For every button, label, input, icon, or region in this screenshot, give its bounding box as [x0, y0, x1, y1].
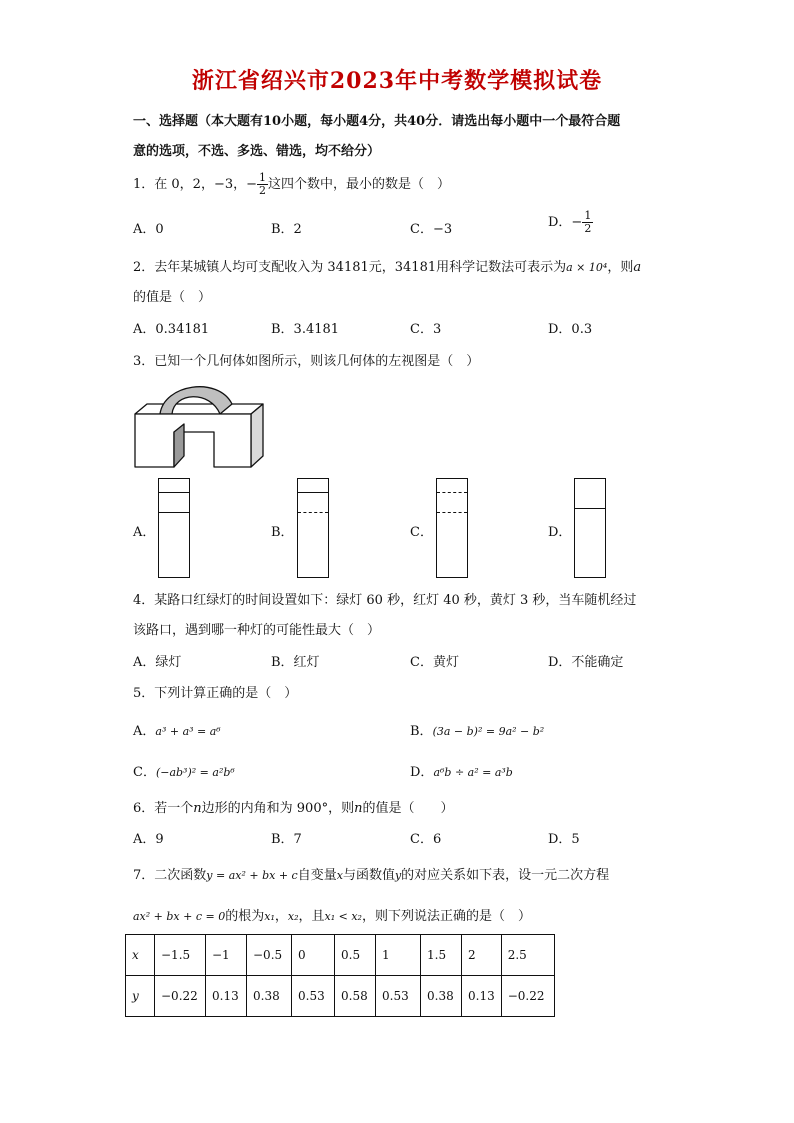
q2-option-a[interactable]: A．0.34181 — [133, 322, 210, 337]
q6-variable: n — [193, 801, 202, 816]
q3-option-b-view[interactable] — [297, 478, 329, 578]
table-cell: 1 — [376, 935, 421, 976]
question-5-stem: 5．下列计算正确的是（ ） — [133, 686, 298, 701]
table-cell: −0.5 — [247, 935, 292, 976]
q1-option-d-fraction: $\frac{1}{2}$ — [584, 209, 592, 235]
geometry-solid-figure — [130, 376, 270, 472]
table-row — [126, 976, 555, 1017]
q3-option-a-label[interactable]: A． — [133, 525, 156, 540]
q4-option-c[interactable]: C．黄灯 — [410, 655, 459, 670]
dashed-line — [298, 512, 328, 513]
q6-option-d[interactable]: D．5 — [548, 832, 580, 847]
dashed-line — [437, 512, 467, 513]
table-cell: 2.5 — [501, 935, 554, 976]
question-3-stem: 3．已知一个几何体如图所示，则该几何体的左视图是（ ） — [133, 354, 480, 369]
question-7-stem-line1: 7．二次函数y = ax² + bx + c自变量x与函数值y的对应关系如下表，设一元二次方程 — [133, 868, 610, 883]
values-table — [125, 934, 555, 1017]
table-cell: −0.22 — [155, 976, 206, 1017]
q1-option-c[interactable]: C．−3 — [410, 222, 453, 237]
section-heading-line2: 意的选项，不选、多选、错选，均不给分） — [133, 144, 381, 159]
q2-expression: a × 10⁴ — [566, 261, 608, 274]
q4-option-d[interactable]: D．不能确定 — [548, 655, 624, 670]
q5-option-c[interactable]: C．(−ab³)² = a²b⁶ — [133, 765, 235, 780]
q3-option-d-view[interactable] — [574, 478, 606, 578]
table-cell: 0.53 — [292, 976, 335, 1017]
q2-option-d[interactable]: D．0.3 — [548, 322, 593, 337]
table-cell: 0 — [292, 935, 335, 976]
q6-option-a[interactable]: A．9 — [133, 832, 164, 847]
solid-line — [298, 492, 328, 493]
question-2-stem: 2．去年某城镇人均可支配收入为 34181元，34181用科学记数法可表示为a × 10⁴，则a — [133, 260, 642, 275]
solid-line — [575, 508, 605, 509]
question-6-stem: 6．若一个n边形的内角和为 900°，则n的值是（ ） — [133, 801, 454, 816]
table-header-cell: y — [126, 976, 155, 1017]
solid-line — [159, 492, 189, 493]
section-heading-line1: 一、选择题（本大题有10小题，每小题4分，共40分．请选出每小题中一个最符合题 — [133, 114, 621, 129]
solid-line — [159, 512, 189, 513]
q6-option-b[interactable]: B．7 — [271, 832, 302, 847]
table-cell: 0.5 — [335, 935, 376, 976]
q2-stem-end: 的值是（ ） — [133, 290, 212, 305]
table-cell: 0.38 — [421, 976, 462, 1017]
table-row — [126, 935, 555, 976]
q5-option-b-expression: (3a − b)² = 9a² − b² — [432, 725, 545, 738]
q2-option-b[interactable]: B．3.4181 — [271, 322, 340, 337]
q1-option-b[interactable]: B．2 — [271, 222, 302, 237]
table-cell: −1.5 — [155, 935, 206, 976]
table-cell: 2 — [462, 935, 502, 976]
q5-option-d[interactable]: D．a⁶b ÷ a² = a³b — [410, 765, 513, 780]
q2-option-c[interactable]: C．3 — [410, 322, 442, 337]
q4-option-a[interactable]: A．绿灯 — [133, 655, 182, 670]
q1-option-d[interactable]: D．− $\frac{1}{2}$ — [548, 209, 592, 235]
question-4-stem-line2: 该路口，遇到哪一种灯的可能性最大（ ） — [133, 623, 381, 638]
table-cell: 0.38 — [247, 976, 292, 1017]
q2-variable: a — [633, 260, 642, 275]
question-4-stem-line1: 4．某路口红绿灯的时间设置如下：绿灯 60 秒，红灯 40 秒，黄灯 3 秒，当车随机经过 — [133, 593, 637, 608]
q3-option-c-label[interactable]: C． — [410, 525, 433, 540]
table-cell: 0.13 — [206, 976, 247, 1017]
q6-option-c[interactable]: C．6 — [410, 832, 442, 847]
table-cell: 0.53 — [376, 976, 421, 1017]
q5-option-a-expression: a³ + a³ = a⁶ — [155, 725, 221, 738]
dashed-line — [437, 492, 467, 493]
table-cell: 1.5 — [421, 935, 462, 976]
question-7-stem-line2: ax² + bx + c = 0的根为x₁，x₂，且x₁ < x₂，则下列说法正确的是（ ） — [133, 909, 531, 924]
q3-option-d-label[interactable]: D． — [548, 525, 572, 540]
q1-stem-text-b: 这四个数中，最小的数是（ ） — [268, 177, 451, 192]
table-cell: 0.13 — [462, 976, 502, 1017]
q5-option-c-expression: (−ab³)² = a²b⁶ — [155, 766, 235, 779]
q5-option-a[interactable]: A．a³ + a³ = a⁶ — [133, 724, 221, 739]
question-1-stem — [133, 172, 450, 197]
q1-stem-text-a: 1．在 0，2，−3，− — [133, 177, 258, 192]
table-cell: −1 — [206, 935, 247, 976]
q4-option-b[interactable]: B．红灯 — [271, 655, 320, 670]
q7-function-expression: y = ax² + bx + c — [206, 869, 298, 882]
page-title: 浙江省绍兴市2023年中考数学模拟试卷 — [191, 68, 603, 94]
q7-equation: ax² + bx + c = 0 — [133, 910, 226, 923]
q1-option-a[interactable]: A．0 — [133, 222, 164, 237]
q3-option-c-view[interactable] — [436, 478, 468, 578]
q3-option-b-label[interactable]: B． — [271, 525, 294, 540]
q3-option-a-view[interactable] — [158, 478, 190, 578]
q5-option-d-expression: a⁶b ÷ a² = a³b — [433, 766, 513, 779]
table-cell: −0.22 — [501, 976, 554, 1017]
table-cell: 0.58 — [335, 976, 376, 1017]
table-header-cell: x — [126, 935, 155, 976]
q5-option-b[interactable]: B．(3a − b)² = 9a² − b² — [410, 724, 545, 739]
q1-fraction: $\frac{1}{2}$ — [259, 171, 267, 197]
q6-variable: n — [354, 801, 363, 816]
